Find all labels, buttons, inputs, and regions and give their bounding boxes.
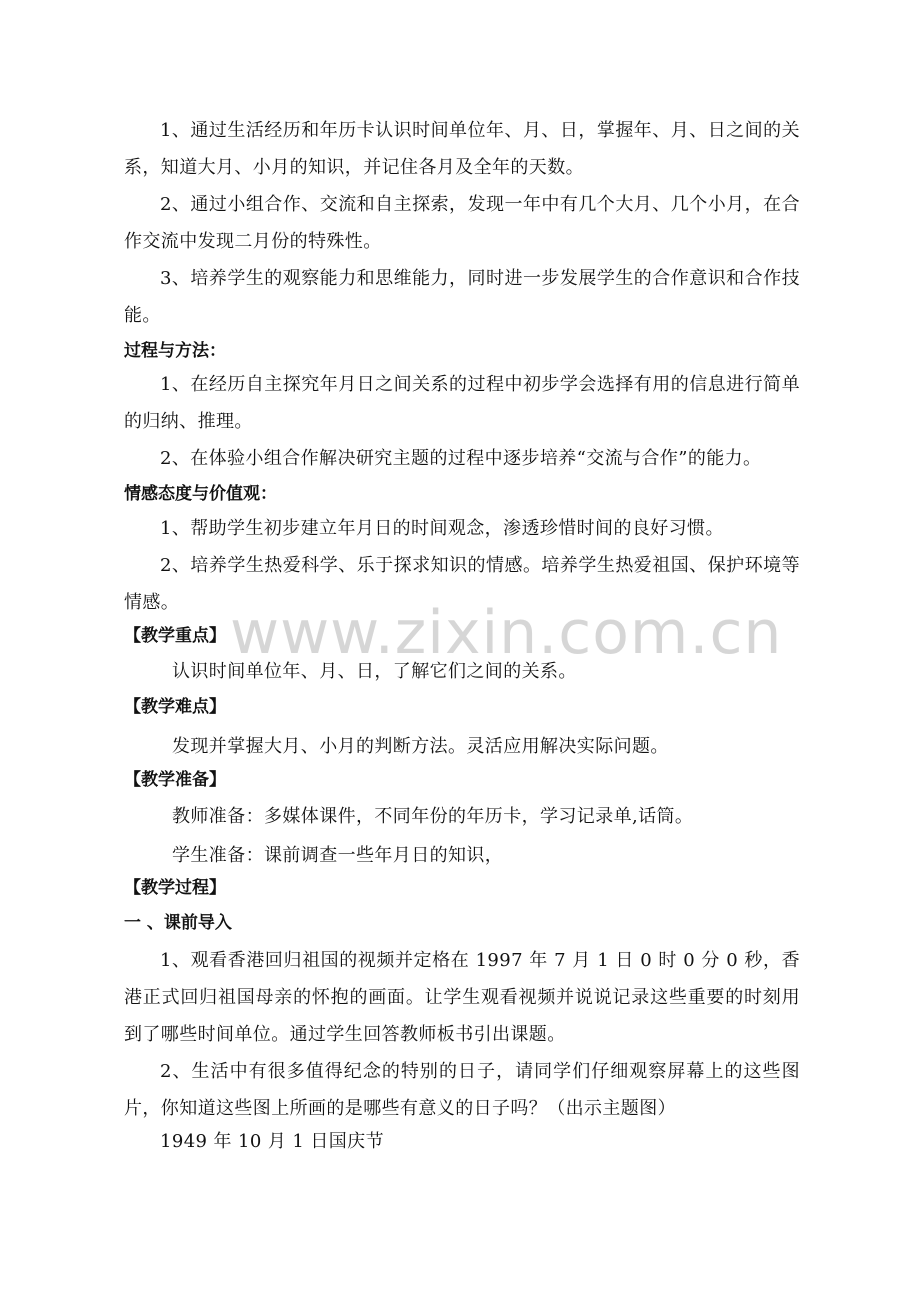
key-points-text: 认识时间单位年、月、日，了解它们之间的关系。 — [172, 661, 577, 682]
difficulties-text: 发现并掌握大月、小月的判断方法。灵活应用解决实际问题。 — [172, 736, 669, 757]
preparation-teacher: 教师准备：多媒体课件，不同年份的年历卡，学习记录单,话筒。 — [172, 806, 694, 827]
knowledge-goal-3: 3、培养学生的观察能力和思维能力，同时进一步发展学生的合作意识和合作技能。 — [124, 268, 800, 326]
preparation-heading: 【教学准备】 — [124, 770, 226, 790]
process-item-3: 1949 年 10 月 1 日国庆节 — [160, 1131, 384, 1152]
difficulties-heading: 【教学难点】 — [124, 697, 226, 717]
watermark: www.zixin.com.cn — [230, 598, 783, 668]
knowledge-goal-1: 1、通过生活经历和年历卡认识时间单位年、月、日，掌握年、月、日之间的关系，知道大月、小月的知识，并记住各月及全年的天数。 — [124, 120, 800, 178]
process-item-2: 2、生活中有很多值得纪念的特别的日子，请同学们仔细观察屏幕上的这些图片，你知道这些图上所画的是哪些有意义的日子吗？（出示主题图） — [124, 1061, 800, 1119]
key-points-heading: 【教学重点】 — [124, 626, 226, 646]
process-item-1: 1、观看香港回归祖国的视频并定格在 1997 年 7 月 1 日 0 时 0 分 0 秒，香港正式回归祖国母亲的怀抱的画面。让学生观看视频并说说记录这些重要的时刻用到了哪些时间单位。通过学生回答教师板书引出课题。 — [124, 950, 800, 1045]
knowledge-goal-2: 2、通过小组合作、交流和自主探索，发现一年中有几个大月、几个小月，在合作交流中发现二月份的特殊性。 — [124, 194, 800, 252]
preparation-student: 学生准备：课前调查一些年月日的知识， — [172, 845, 504, 866]
process-method-heading: 过程与方法： — [124, 341, 226, 361]
process-method-1: 1、在经历自主探究年月日之间关系的过程中初步学会选择有用的信息进行简单的归纳、推理。 — [124, 374, 800, 432]
emotion-values-1: 1、帮助学生初步建立年月日的时间观念，渗透珍惜时间的良好习惯。 — [160, 518, 724, 539]
section-1-title: 一 、课前导入 — [124, 913, 232, 933]
process-method-2: 2、在体验小组合作解决研究主题的过程中逐步培养“交流与合作”的能力。 — [160, 448, 762, 469]
process-heading: 【教学过程】 — [124, 878, 226, 898]
emotion-values-heading: 情感态度与价值观： — [124, 484, 277, 504]
emotion-values-2: 2、培养学生热爱科学、乐于探求知识的情感。培养学生热爱祖国、保护环境等情感。 — [124, 555, 800, 613]
